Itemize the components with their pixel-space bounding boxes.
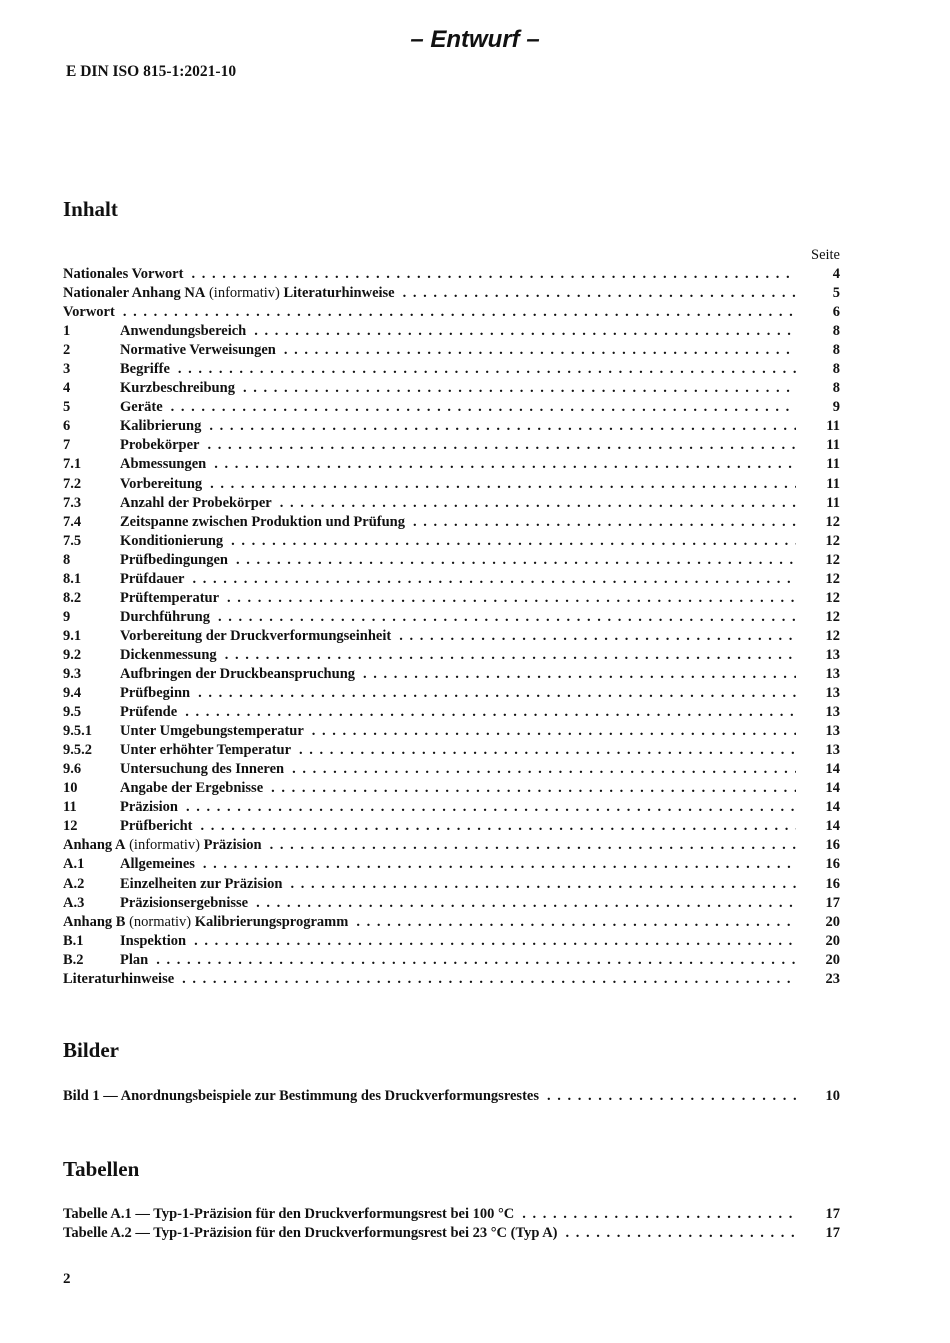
- toc-entry[interactable]: [63, 779, 840, 798]
- toc-entry-number: 3: [63, 361, 71, 378]
- toc-entry-page: 12: [825, 627, 840, 644]
- toc-entry-page: 8: [832, 342, 840, 359]
- toc-entry[interactable]: [63, 798, 840, 817]
- toc-entry[interactable]: [63, 875, 840, 894]
- toc-entry-page: 16: [825, 856, 840, 873]
- toc-entry-page: 12: [825, 532, 840, 549]
- toc-entry[interactable]: [63, 836, 840, 855]
- toc-entry-text: Vorbereitung: [120, 475, 203, 492]
- toc-entry-annex: Nationaler Anhang NA: [63, 285, 206, 302]
- toc-entry-title: [63, 494, 796, 513]
- toc-entry-text: Unter erhöhter Temperatur: [120, 742, 292, 759]
- toc-entry-page: 13: [825, 742, 840, 759]
- toc-entry[interactable]: [63, 475, 840, 494]
- toc-entry-text: Prüfdauer: [120, 570, 185, 587]
- draft-label: – Entwurf –: [410, 26, 540, 53]
- toc-entry-number: 9.2: [63, 646, 82, 663]
- toc-entry-number: 11: [63, 799, 77, 816]
- toc-entry[interactable]: [63, 684, 840, 703]
- toc-entry-text: Literaturhinweise: [63, 970, 175, 987]
- toc-entry-text: Prüfende: [120, 704, 178, 721]
- toc-entry-text: Anzahl der Probekörper: [120, 494, 272, 511]
- toc-entry-number: 8.1: [63, 570, 82, 587]
- toc-entry[interactable]: [63, 551, 840, 570]
- toc-entry-text: Vorbereitung der Druckverformungseinheit: [120, 627, 392, 644]
- toc-entry[interactable]: [63, 398, 840, 417]
- toc-entry-page: 17: [825, 1225, 840, 1242]
- toc-entry-number: 12: [63, 818, 78, 835]
- toc-entry-text: Geräte: [120, 399, 163, 416]
- toc-entry-page: 11: [826, 437, 840, 454]
- toc-entry[interactable]: [63, 913, 840, 932]
- toc-entry-page: 23: [825, 970, 840, 987]
- toc-entry-page: 14: [825, 818, 840, 835]
- toc-entry-number: 7.5: [63, 532, 82, 549]
- toc-entry[interactable]: [63, 894, 840, 913]
- toc-entry-title: [63, 303, 796, 322]
- figures-list: [63, 1087, 840, 1106]
- toc-entry[interactable]: [63, 627, 840, 646]
- toc-entry-number: 10: [63, 780, 78, 797]
- toc-entry-number: 1: [63, 323, 71, 340]
- toc-entry-title: [63, 284, 796, 303]
- toc-entry[interactable]: [63, 436, 840, 455]
- tables-list: [63, 1205, 840, 1243]
- toc-entry-text: Literaturhinweise: [283, 285, 395, 302]
- toc-entry[interactable]: [63, 417, 840, 436]
- toc-entry-text: Zeitspanne zwischen Produktion und Prüfung: [120, 513, 405, 530]
- toc-entry-page: 14: [825, 799, 840, 816]
- toc-entry-text: Prüfbeginn: [120, 685, 191, 702]
- toc-entry-title: [63, 932, 796, 951]
- toc-entry-number: 5: [63, 399, 71, 416]
- toc-entry-number: 9.6: [63, 761, 82, 778]
- toc-entry-title: [63, 703, 796, 722]
- toc-entry-text: Nationales Vorwort: [63, 266, 184, 282]
- toc-entry-title: [63, 513, 796, 532]
- toc-entry-title: [63, 341, 796, 360]
- toc-entry-number: 9.3: [63, 665, 82, 682]
- toc-entry-number: A.2: [63, 875, 85, 892]
- toc-entry-text: Tabelle A.1 — Typ-1-Präzision für den Druckverformungsrest bei 100 °C: [63, 1206, 515, 1222]
- toc-entry-number: 7.3: [63, 494, 82, 511]
- toc-entry[interactable]: [63, 722, 840, 741]
- toc-entry-text: Prüfbericht: [120, 818, 193, 835]
- toc-entry-title: [63, 760, 796, 779]
- toc-entry[interactable]: [63, 608, 840, 627]
- toc-entry-number: 7.4: [63, 513, 82, 530]
- toc-entry[interactable]: [63, 570, 840, 589]
- toc-entry-page: 5: [832, 285, 840, 302]
- toc-entry-number: 2: [63, 342, 71, 359]
- toc-entry-number: 8.2: [63, 589, 82, 606]
- toc-entry-page: 6: [832, 304, 840, 321]
- toc-entry-title: [63, 608, 796, 627]
- toc-entry-text: Kalibrierungsprogramm: [194, 913, 349, 930]
- toc-entry-page: 12: [825, 570, 840, 587]
- toc-entry-number: 6: [63, 418, 71, 435]
- toc-entry-title: [63, 360, 796, 379]
- toc-entry[interactable]: [63, 455, 840, 474]
- toc-entry-title: [63, 817, 796, 836]
- toc-entry[interactable]: [63, 932, 840, 951]
- toc-entry[interactable]: [63, 532, 840, 551]
- toc-entry-title: [63, 913, 796, 932]
- toc-entry-text: Vorwort: [63, 304, 115, 321]
- toc-entry-page: 12: [825, 589, 840, 606]
- toc-entry-page: 20: [825, 932, 840, 949]
- toc-entry-text: Präzision: [120, 799, 178, 816]
- toc-entry-text: Präzisionsergebnisse: [120, 894, 249, 911]
- toc-entry[interactable]: [63, 741, 840, 760]
- toc-entry-number: 9.4: [63, 685, 82, 702]
- toc-entry-page: 17: [825, 894, 840, 911]
- toc-entry-page: 8: [832, 380, 840, 397]
- toc-entry-title: [63, 1087, 796, 1106]
- toc-entry-number: 9.5.1: [63, 723, 92, 740]
- toc-entry-text: Angabe der Ergebnisse: [120, 780, 264, 797]
- toc-entry-text: Anwendungsbereich: [120, 323, 247, 340]
- toc-entry-page: 14: [825, 761, 840, 778]
- page-number: 2: [63, 1271, 71, 1287]
- toc-entry-text: Prüfbedingungen: [120, 551, 228, 568]
- toc-entry-page: 20: [825, 951, 840, 968]
- toc-entry-title: [63, 455, 796, 474]
- toc-entry-annex-type: (normativ): [125, 913, 195, 930]
- toc-entry[interactable]: [63, 760, 840, 779]
- toc-entry-text: Prüftemperatur: [120, 589, 220, 606]
- toc-entry-title: [63, 379, 796, 398]
- toc-entry[interactable]: [63, 1205, 840, 1224]
- toc-entry-text: Unter Umgebungstemperatur: [120, 723, 304, 740]
- toc-entry-page: 13: [825, 646, 840, 663]
- toc-entry-title: [63, 970, 796, 989]
- toc-entry-annex-type: (informativ): [205, 285, 284, 302]
- toc-entry[interactable]: [63, 513, 840, 532]
- toc-entry-number: 7.2: [63, 475, 82, 492]
- toc-entry-text: Bild 1 — Anordnungsbeispiele zur Bestimmung des Druckverformungsrestes: [63, 1088, 539, 1104]
- toc-entry[interactable]: [63, 703, 840, 722]
- toc-entry-number: 8: [63, 551, 71, 568]
- figures-heading: Bilder: [63, 1038, 119, 1062]
- toc-entry-page: 17: [825, 1206, 840, 1222]
- toc-entry-title: [63, 875, 796, 894]
- toc-entry-page: 8: [832, 361, 840, 378]
- toc-entry-page: 14: [825, 780, 840, 797]
- toc-entry-page: 13: [825, 685, 840, 702]
- toc-entry-annex: Anhang B: [63, 913, 126, 930]
- toc-entry[interactable]: [63, 646, 840, 665]
- toc-entry-title: [63, 551, 796, 570]
- toc-entry-page: 11: [826, 475, 840, 492]
- toc-entry-text: Begriffe: [120, 361, 170, 378]
- toc-entry-number: 9.5.2: [63, 742, 92, 759]
- toc-entry-text: Plan: [120, 951, 149, 968]
- toc-entry-title: [63, 436, 796, 455]
- toc-entry-title: [63, 322, 796, 341]
- toc-entry-title: [63, 1224, 796, 1243]
- toc-entry-text: Kurzbeschreibung: [120, 380, 235, 397]
- toc-entry[interactable]: [63, 379, 840, 398]
- toc-entry-title: [63, 627, 796, 646]
- toc-entry-text: Abmessungen: [120, 456, 207, 473]
- toc-entry[interactable]: [63, 303, 840, 322]
- toc-entry-title: [63, 532, 796, 551]
- seite-label: Seite: [811, 247, 840, 263]
- toc-entry-title: [63, 684, 796, 703]
- toc-entry-text: Dickenmessung: [120, 646, 217, 663]
- toc-entry-number: 9.1: [63, 627, 82, 644]
- toc-entry-text: Präzision: [203, 837, 262, 854]
- toc-entry-title: [63, 855, 796, 874]
- toc-list: [63, 265, 840, 989]
- toc-entry[interactable]: [63, 817, 840, 836]
- toc-entry-text: Kalibrierung: [120, 418, 202, 435]
- toc-entry-page: 13: [825, 665, 840, 682]
- toc-entry[interactable]: [63, 322, 840, 341]
- toc-entry-title: [63, 417, 796, 436]
- toc-entry-title: [63, 798, 796, 817]
- toc-entry[interactable]: [63, 1087, 840, 1106]
- document-id: E DIN ISO 815-1:2021-10: [66, 63, 237, 80]
- toc-entry-title: [63, 398, 796, 417]
- toc-entry[interactable]: [63, 1224, 840, 1243]
- toc-entry-number: 9: [63, 608, 71, 625]
- toc-entry-title: [63, 894, 796, 913]
- toc-entry-page: 12: [825, 551, 840, 568]
- toc-entry-page: 12: [825, 608, 840, 625]
- toc-entry[interactable]: [63, 284, 840, 303]
- toc-entry-title: [63, 741, 796, 760]
- toc-entry-title: [63, 475, 796, 494]
- toc-entry-number: 4: [63, 380, 71, 397]
- toc-entry-page: 9: [832, 399, 840, 416]
- toc-entry[interactable]: [63, 494, 840, 513]
- toc-entry-title: [63, 722, 796, 741]
- toc-entry-title: [63, 951, 796, 970]
- toc-entry-page: 16: [825, 837, 840, 854]
- toc-entry-text: Normative Verweisungen: [120, 342, 276, 359]
- toc-entry[interactable]: [63, 265, 840, 284]
- toc-entry-title: [63, 665, 796, 684]
- toc-entry-page: 12: [825, 513, 840, 530]
- toc-entry-number: A.1: [63, 856, 85, 873]
- toc-entry[interactable]: [63, 589, 840, 608]
- toc-entry-number: 7.1: [63, 456, 82, 473]
- toc-entry[interactable]: [63, 341, 840, 360]
- toc-entry-text: Tabelle A.2 — Typ-1-Präzision für den Druckverformungsrest bei 23 °C (Typ A): [63, 1225, 558, 1242]
- toc-entry-number: B.1: [63, 932, 84, 949]
- toc-entry-text: Aufbringen der Druckbeanspruchung: [120, 665, 356, 682]
- toc-entry-text: Allgemeines: [120, 856, 195, 873]
- toc-entry[interactable]: [63, 951, 840, 970]
- toc-entry-annex-type: (informativ): [125, 837, 204, 854]
- toc-entry[interactable]: [63, 360, 840, 379]
- toc-entry-text: Konditionierung: [120, 532, 224, 549]
- toc-entry-page: 11: [826, 456, 840, 473]
- toc-entry-page: 20: [825, 913, 840, 930]
- toc-entry-page: 10: [825, 1088, 840, 1104]
- toc-entry-text: Durchführung: [120, 608, 210, 625]
- toc-entry-page: 8: [832, 323, 840, 340]
- toc-entry-number: A.3: [63, 894, 85, 911]
- toc-entry-title: [63, 570, 796, 589]
- toc-entry-page: 11: [826, 418, 840, 435]
- toc-entry-title: [63, 646, 796, 665]
- toc-entry[interactable]: [63, 665, 840, 684]
- toc-entry-page: 13: [825, 723, 840, 740]
- toc-entry-title: [63, 779, 796, 798]
- toc-entry-number: B.2: [63, 951, 84, 968]
- toc-entry-title: [63, 1205, 796, 1224]
- toc-entry-text: Inspektion: [120, 932, 187, 949]
- toc-entry-page: 4: [832, 266, 840, 282]
- toc-entry[interactable]: [63, 855, 840, 874]
- toc-entry-text: Untersuchung des Inneren: [120, 761, 285, 778]
- toc-entry-text: Probekörper: [120, 437, 200, 454]
- toc-entry-text: Einzelheiten zur Präzision: [120, 875, 283, 892]
- toc-entry-title: [63, 836, 796, 855]
- toc-entry-page: 13: [825, 704, 840, 721]
- toc-entry-annex: Anhang A: [63, 837, 126, 854]
- toc-entry-title: [63, 589, 796, 608]
- toc-entry-page: 11: [826, 494, 840, 511]
- toc-entry-number: 7: [63, 437, 71, 454]
- toc-entry-title: [63, 265, 796, 284]
- toc-heading: Inhalt: [63, 197, 118, 221]
- tables-heading: Tabellen: [63, 1157, 140, 1181]
- toc-entry-number: 9.5: [63, 704, 82, 721]
- toc-entry[interactable]: [63, 970, 840, 989]
- toc-entry-page: 16: [825, 875, 840, 892]
